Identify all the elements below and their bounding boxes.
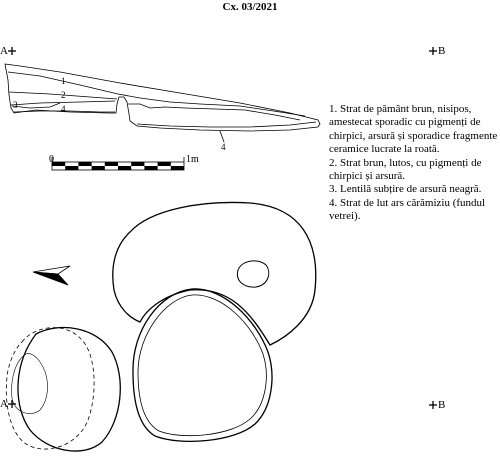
north-arrow-icon [33, 266, 70, 285]
large-pit-outline [113, 202, 316, 345]
cross-marker-a-top [8, 47, 16, 55]
left-pit-dashed-outline [6, 328, 94, 449]
layer-label-3: 3 [13, 100, 18, 110]
marker-a-top-label: A [0, 45, 8, 57]
burnt-floor-line-right [137, 122, 316, 127]
legend-item-1: 1. Strat de pământ brun, nisipos, amestecat sporadic cu pigmenți de chirpici, arsură și sporadice fragmente ceramice lucrate la roată. [329, 103, 498, 156]
scale-end-label: 1m [186, 154, 199, 165]
marker-b-top-label: B [438, 45, 446, 57]
plan-view [6, 202, 315, 451]
small-pit-outline [237, 261, 268, 287]
scale-start-label: 0 [49, 154, 54, 165]
layer-label-4-floor: 4 [221, 142, 226, 152]
hearth-inner-outline [138, 295, 266, 436]
layer-boundary-4 [128, 104, 300, 120]
cross-marker-b-top [429, 47, 437, 55]
scale-bar [52, 157, 184, 170]
marker-a-bottom-label: A [0, 398, 8, 410]
legend-item-2: 2. Strat brun, lutos, cu pigmenți de chirpici și arsură. [329, 156, 482, 183]
leader-line-4 [220, 131, 224, 142]
cross-marker-b-bottom [429, 401, 437, 409]
drawing-title: Cx. 03/2021 [222, 1, 278, 13]
legend-item-3: 3. Lentilă subțire de arsură neagră. [329, 183, 482, 196]
layer-label-2: 2 [61, 90, 66, 100]
legend-item-4: 4. Strat de lut ars cărămiziu (fundul vetrei). [329, 196, 486, 223]
layer-legend [329, 103, 499, 224]
lens-3 [12, 103, 60, 108]
cross-marker-a-bottom [8, 400, 16, 408]
marker-b-bottom-label: B [438, 399, 446, 411]
section-profile [5, 64, 320, 142]
left-pit-outline [18, 328, 120, 452]
layer-label-4: 4 [61, 104, 66, 114]
left-pit-inner-line [12, 353, 48, 413]
section-outline [5, 64, 320, 131]
layer-label-1: 1 [61, 76, 66, 86]
